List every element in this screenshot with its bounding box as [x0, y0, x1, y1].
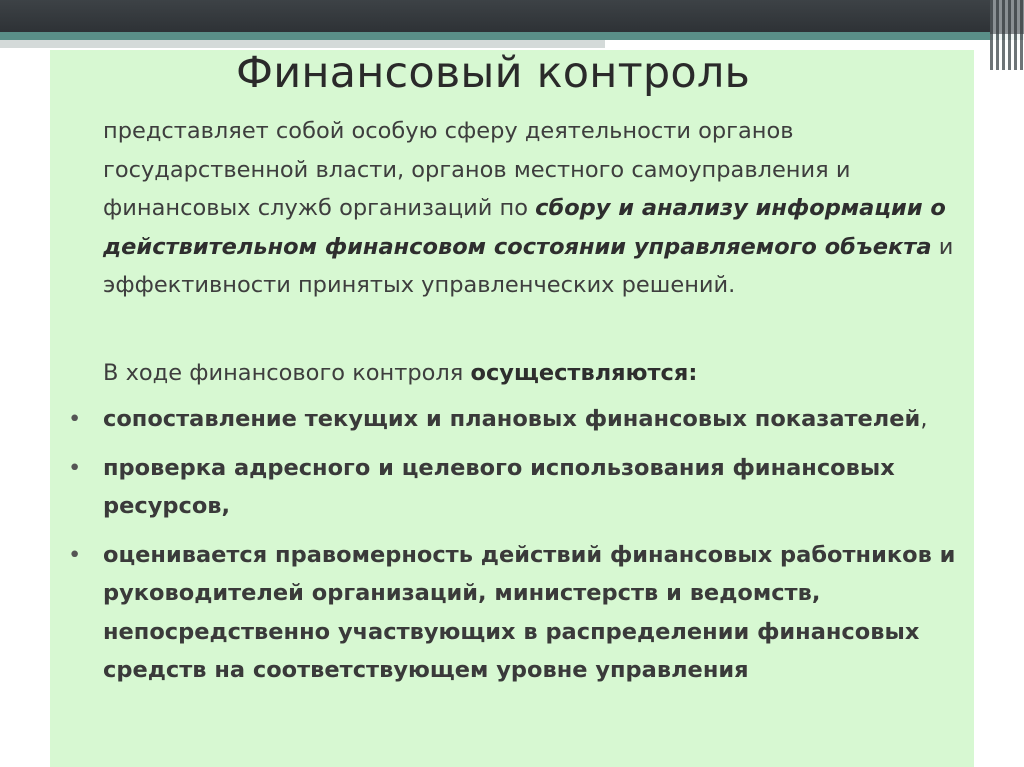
list-item: [68, 449, 968, 526]
lead-strong: осуществляются:: [470, 360, 698, 386]
intro-emphasis: сбору и анализу информации о действительном финансовом состоянии управляемого объекта: [103, 195, 946, 260]
corner-stripes-top-decoration: [990, 0, 1024, 34]
bullet-text: сопоставление текущих и плановых финансовых показателей: [103, 406, 921, 432]
lead-paragraph: [103, 354, 963, 393]
bullet-text: проверка адресного и целевого использования финансовых ресурсов,: [103, 454, 895, 519]
slide-title: Финансовый контроль: [236, 48, 751, 98]
top-light-strip: [0, 40, 605, 48]
bullet-marker: •: [68, 454, 82, 481]
intro-text-end: и эффективности принятых управленческих решений.: [103, 233, 954, 298]
intro-text-start: представляет собой особую сферу деятельности органов государственной власти, органов местного самоуправления и финансовых служб организаций по: [103, 118, 851, 221]
intro-paragraph: [103, 112, 963, 305]
bullet-trail: ,: [920, 406, 928, 432]
bullet-list: [68, 400, 968, 700]
bullet-text: оценивается правомерность действий финансовых работников и руководителей организаций, министерств и ведомств, непосредственно участвующих в распределении финансовых средств на соответствующем уровне управления: [103, 541, 956, 683]
list-item: [68, 536, 968, 690]
bullet-marker: •: [68, 406, 82, 432]
list-item: [68, 400, 968, 439]
bullet-marker: •: [68, 541, 82, 568]
lead-text: В ходе финансового контроля: [103, 360, 471, 386]
top-accent-strip: [0, 32, 1024, 40]
